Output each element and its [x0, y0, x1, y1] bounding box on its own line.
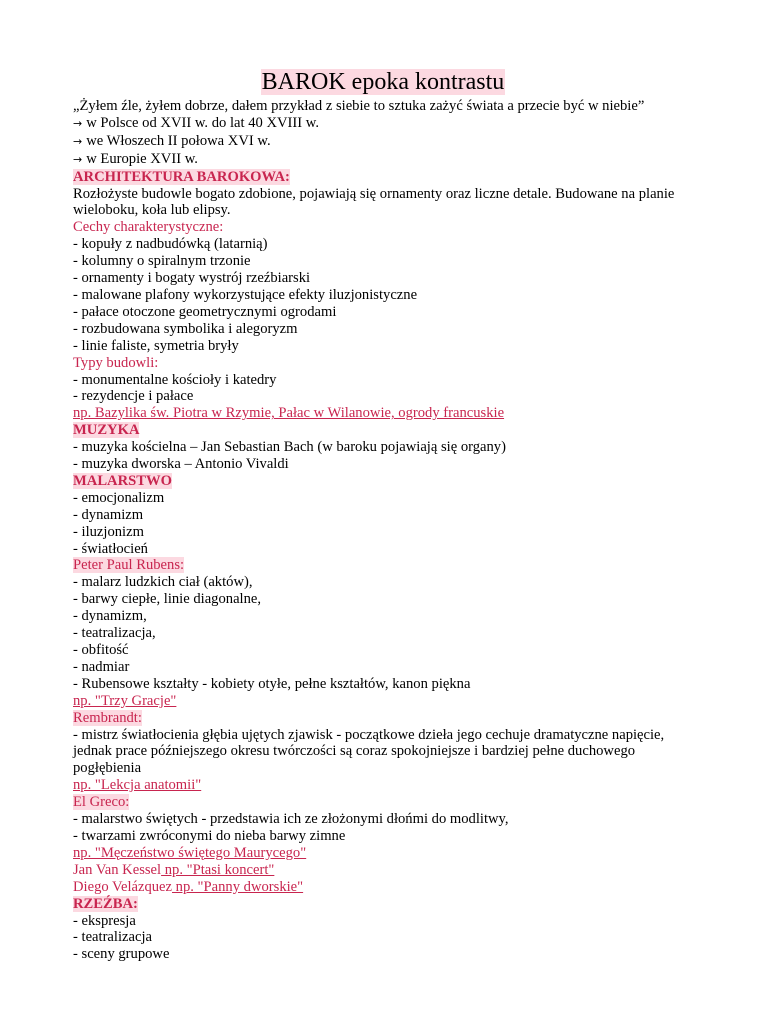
architecture-heading: ARCHITEKTURA BAROKOWA:	[73, 168, 290, 185]
list-item: - malarstwo świętych - przedstawia ich ze złożonymi dłońmi do modlitwy,	[73, 811, 509, 828]
kessel-name: Jan Van Kessel	[73, 861, 162, 878]
title-row	[73, 66, 693, 98]
list-item: - rezydencje i pałace	[73, 388, 194, 405]
list-item: - teatralizacja	[73, 929, 152, 946]
list-item: - obfitość	[73, 642, 129, 658]
rubens-example-link[interactable]: np. "Trzy Gracje"	[73, 692, 177, 709]
music-heading: MUZYKA	[73, 422, 140, 439]
list-item: - barwy ciepłe, linie diagonalne,	[73, 591, 262, 608]
list-item: - muzyka kościelna – Jan Sebastian Bach (w baroku pojawiają się organy)	[73, 439, 506, 456]
velazquez-example-link[interactable]: np. "Panny dworskie"	[172, 878, 304, 895]
list-item: - twarzami zwróconymi do nieba barwy zimne	[73, 827, 346, 844]
kessel-line	[73, 862, 693, 879]
rembrandt-example-link[interactable]: np. "Lekcja anatomii"	[73, 777, 202, 794]
timeline-item: → we Włoszech II połowa XVI w.	[73, 132, 271, 149]
arrow-right-icon: →	[73, 152, 83, 166]
list-item: - Rubensowe kształty - kobiety otyłe, pełne kształtów, kanon piękna	[73, 675, 471, 692]
architecture-example-link[interactable]: np. Bazylika św. Piotra w Rzymie, Pałac w Wilanowie, ogrody francuskie	[73, 405, 505, 422]
list-item: - nadmiar	[73, 658, 130, 675]
list-item: - muzyka dworska – Antonio Vivaldi	[73, 456, 289, 473]
list-item: - kolumny o spiralnym trzonie	[73, 253, 251, 270]
list-item: - monumentalne kościoły i katedry	[73, 371, 277, 388]
list-item: - emocjonalizm	[73, 489, 165, 506]
architecture-description: Rozłożyste budowle bogato zdobione, pojawiają się ornamenty oraz liczne detale. Budowane na planie wieloboku, koła lub elipsy.	[73, 185, 675, 219]
rembrandt-label: Rembrandt:	[73, 709, 142, 726]
intro-quote: „Żyłem źle, żyłem dobrze, dałem przykład z siebie to sztuka zażyć świata a przecie być w niebie”	[73, 98, 645, 114]
list-item: - teatralizacja,	[73, 625, 156, 642]
rembrandt-description: - mistrz światłocienia głębia ujętych zjawisk - początkowe dzieła jego cechuje dramatyczne napięcie, jednak prace późniejszego okresu twórczości są coraz spokojniejsze i bardziej pełne duchowego pogłębienia	[73, 726, 665, 777]
list-item: - malarz ludzkich ciał (aktów),	[73, 574, 253, 591]
list-item: - ornamenty i bogaty wystrój rzeźbiarski	[73, 270, 311, 287]
list-item: - iluzjonizm	[73, 523, 144, 540]
painting-heading: MALARSTWO	[73, 472, 172, 489]
timeline-item: → w Europie XVII w.	[73, 150, 198, 167]
list-item: - światłocień	[73, 540, 148, 557]
el-greco-example-link[interactable]: np. "Męczeństwo świętego Maurycego"	[73, 844, 307, 861]
el-greco-label: El Greco:	[73, 794, 130, 811]
list-item: - dynamizm	[73, 506, 144, 523]
list-item: - pałace otoczone geometrycznymi ogrodami	[73, 303, 337, 320]
list-item: - linie faliste, symetria bryły	[73, 337, 239, 354]
list-item: - rozbudowana symbolika i alegoryzm	[73, 320, 298, 337]
list-item: - dynamizm,	[73, 608, 147, 625]
velazquez-line	[73, 879, 693, 896]
list-item: - malowane plafony wykorzystujące efekty iluzjonistyczne	[73, 286, 418, 303]
page-title: BAROK epoka kontrastu	[261, 69, 505, 95]
arrow-right-icon: →	[73, 134, 83, 148]
sculpture-heading: RZEŹBA:	[73, 895, 138, 912]
features-label: Cechy charakterystyczne:	[73, 219, 224, 236]
rubens-label: Peter Paul Rubens:	[73, 557, 185, 574]
timeline-item: → w Polsce od XVII w. do lat 40 XVIII w.	[73, 114, 319, 131]
kessel-example-link[interactable]: np. "Ptasi koncert"	[161, 861, 275, 878]
document-page	[73, 66, 693, 963]
arrow-right-icon: →	[73, 116, 83, 130]
list-item: - sceny grupowe	[73, 946, 170, 963]
list-item: - kopuły z nadbudówką (latarnią)	[73, 236, 268, 253]
list-item: - ekspresja	[73, 912, 136, 929]
velazquez-name: Diego Velázquez	[73, 878, 173, 895]
types-label: Typy budowli:	[73, 354, 159, 371]
